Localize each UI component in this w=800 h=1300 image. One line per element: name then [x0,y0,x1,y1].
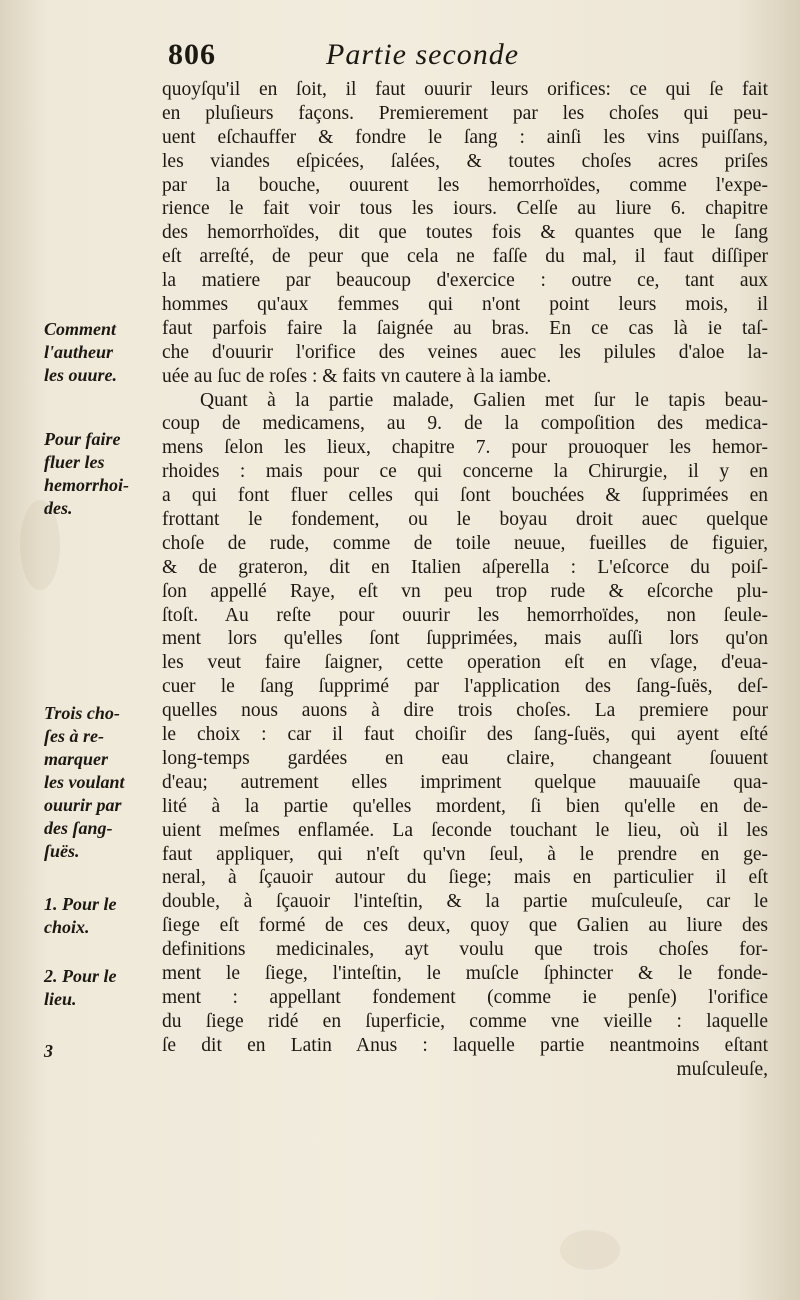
text-line: mens ſelon les lieux, chapitre 7. pour prouoquer les hemor- [162,437,768,459]
text-line: en pluſieurs façons. Premierement par les choſes qui peu- [162,102,768,124]
text-line: ment lors qu'elles ſont ſupprimées, mais auſſi lors qu'on [162,628,768,650]
body-text [162,78,768,1081]
running-head [168,38,760,78]
margin-note-choix [44,893,156,939]
text-line: neral, à ſçauoir autour du ſiege; mais en particulier il eſt [162,867,768,889]
text-line: du ſiege ridé en ſuperficie, comme vne vieille : laquelle [162,1010,768,1032]
text-line: quoyſqu'il en ſoit, il faut ouurir leurs orifices: ce qui ſe fait [162,79,768,100]
text-line: coup de medicamens, au 9. de la compoſition des medica- [162,413,768,435]
margin-note-line: fluer les [44,452,105,472]
text-line: ſe dit en Latin Anus : laquelle partie neantmoins eſtant [162,1034,768,1056]
text-line: long-temps gardées en eau claire, changeant ſouuent [162,747,768,769]
text-line: uient meſmes enflamée. La ſeconde touchant le lieu, où il les [162,819,768,841]
paper-stain [560,1230,620,1270]
margin-note-line: Trois cho- [44,703,120,723]
margin-note-line: ouurir par [44,795,122,815]
margin-note-line: des ſang- [44,818,113,838]
margin-note-line: les ouure. [44,365,118,385]
margin-note-line: 3 [44,1041,53,1061]
text-line: les veut faire ſaigner, cette operation eſt en vſage, d'eua- [162,652,768,674]
margin-note-fluer [44,428,156,520]
text-line: faut parfois faire la ſaignée au bras. En ce cas là ie taſ- [162,317,768,339]
margin-note-line: Pour faire [44,429,121,449]
margin-note-line: 2. Pour le [44,966,117,986]
margin-note-line: ſes à re- [44,726,104,746]
text-line: ment le ſiege, l'inteſtin, le muſcle ſphincter & le fonde- [162,962,768,984]
margin-note-line: choix. [44,917,90,937]
margin-note-line: Comment [44,319,117,339]
text-line: par la bouche, ouurent les hemorrhoïdes, comme l'expe- [162,174,768,196]
text-line: des hemorrhoïdes, dit que toutes fois & quantes que le ſang [162,222,768,244]
margin-note-line: lieu. [44,989,77,1009]
text-line: a qui font fluer celles qui ſont bouchées & ſupprimées en [162,485,768,507]
text-line: cuer le ſang ſupprimé par l'application des ſang-ſuës, deſ- [162,676,768,698]
text-line: definitions medicinales, ayt voulu que trois choſes for- [162,939,768,961]
text-line: lité à la partie qu'elles mordent, ſi bien qu'elle en de- [162,795,768,817]
text-line: ſtoſt. Au reſte pour ouurir les hemorrhoïdes, non ſeule- [162,604,768,626]
margin-note-line: marquer [44,749,109,769]
margin-note-lieu [44,965,156,1011]
section-title: Partie seconde [326,38,520,71]
margin-note-line: hemorrhoi- [44,475,130,495]
text-line: & de grateron, dit en Italien aſperella : L'eſcorce du poiſ- [162,556,768,578]
text-line: muſculeuſe, [676,1058,768,1080]
margin-note-line: les voulant [44,772,125,792]
text-line: quelles nous auons à dire trois choſes. La premiere pour [162,700,768,722]
margin-note-line: l'autheur [44,342,114,362]
text-line: le choix : car il faut choiſir des ſang-ſuës, qui ayent eſté [162,724,768,746]
text-line: faut appliquer, qui n'eſt qu'vn ſeul, à le prendre en ge- [162,843,768,865]
text-line: ſon appellé Raye, eſt vn peu trop rude & eſcorche plu- [162,580,768,602]
margin-note-three [44,1040,156,1063]
text-line: ment : appellant fondement (comme ie penſe) l'orifice [162,986,768,1008]
text-line: Quant à la partie malade, Galien met ſur le tapis beau- [200,389,768,411]
text-line: ſiege eſt formé de ces deux, quoy que Galien au liure des [162,915,768,937]
text-line: d'eau; autrement elles impriment quelque mauuaiſe qua- [162,771,768,793]
text-line: les viandes eſpicées, ſalées, & toutes choſes acres priſes [162,150,768,172]
text-line: uent eſchauffer & fondre le ſang : ainſi les vins puiſſans, [162,126,768,148]
margin-note-line: des. [44,498,73,518]
margin-note-line: ſuës. [44,841,80,861]
text-line: hommes qu'aux femmes qui n'ont point leurs mois, il [162,294,768,316]
text-line: eſt arreſté, de peur que cela ne faſſe du mal, il faut diſſiper [162,246,768,268]
text-line: rhoides : mais pour ce qui concerne la Chirurgie, il y en [162,461,768,483]
margin-note-comment [44,318,156,387]
text-line: che d'ouurir l'orifice des veines auec les pilules d'aloe la- [162,341,768,363]
margin-note-trois-choses [44,702,156,863]
text-line: double, à ſçauoir l'inteſtin, & la partie muſculeuſe, car le [162,891,768,913]
text-line: choſe de rude, comme de toile neuue, fueilles de figuier, [162,532,768,554]
text-line: frottant le fondement, ou le boyau droit auec quelque [162,509,768,531]
page-number: 806 [168,38,216,71]
text-line: la matiere par beaucoup d'exercice : outre ce, tant aux [162,270,768,292]
margin-note-line: 1. Pour le [44,894,117,914]
text-line: rience le fait voir tous les iours. Celſe au liure 6. chapitre [162,198,768,220]
text-line: uée au ſuc de roſes : & faits vn cautere à la iambe. [162,365,552,387]
